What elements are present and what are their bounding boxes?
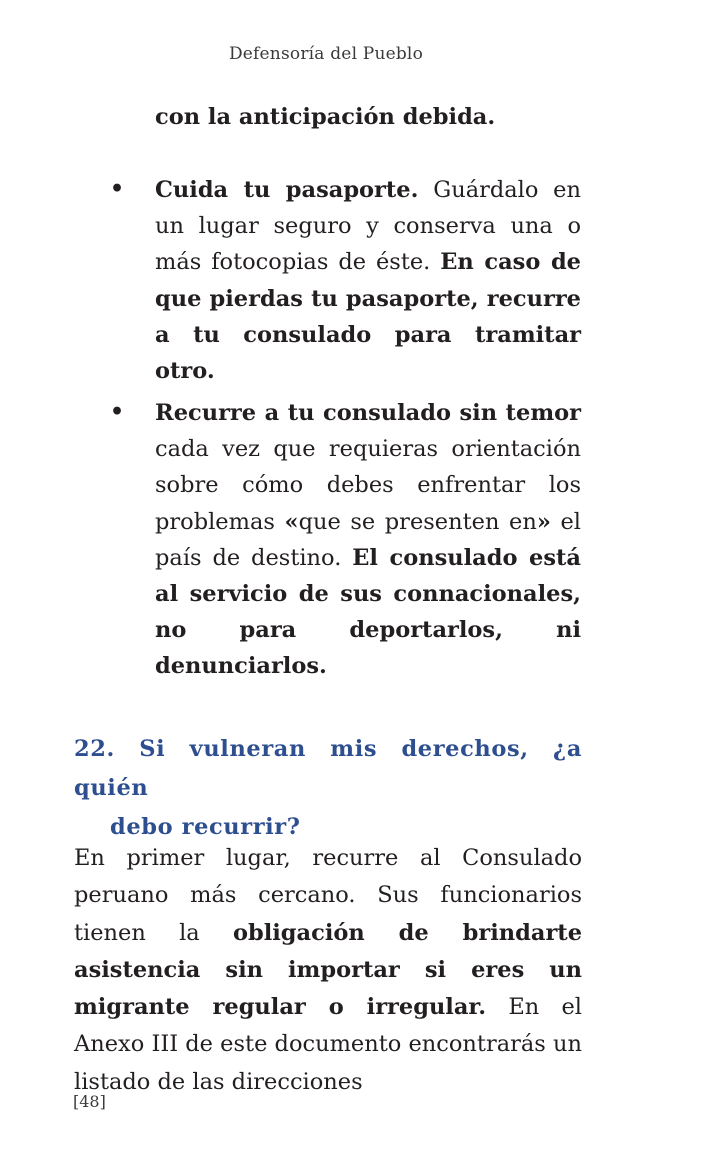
- bullet-paragraph-passport: [155, 172, 581, 389]
- bullet-lead: Cuida tu pasaporte.: [155, 177, 419, 203]
- quote-open: «: [284, 508, 299, 535]
- answer-text: En primer lugar, recurre al Consulado peruano más cercano. Sus funcionarios tienen la: [74, 845, 582, 946]
- bullet-lead: Recurre a tu consulado sin temor: [155, 400, 581, 426]
- bullet-marker: •: [110, 176, 125, 202]
- page-number: [48]: [73, 1092, 106, 1111]
- question-line-2: debo recurrir?: [110, 814, 301, 840]
- bullet-emphasis: En caso de que pierdas tu pasaporte, recurre a tu consulado para tramitar otro.: [155, 249, 581, 385]
- quote-close: »: [536, 508, 551, 535]
- answer-paragraph: [74, 840, 582, 1101]
- bullet-text-end: el país de destino.: [155, 508, 581, 571]
- continuation-line: con la anticipación debida.: [155, 104, 496, 130]
- answer-emphasis: obligación de brindarte asistencia sin importar si eres un migrante regular o irregular.: [74, 919, 583, 1021]
- question-heading: [74, 730, 582, 847]
- running-header-title: Defensoría del Pueblo: [228, 44, 424, 64]
- quoted-text: que se presenten en: [298, 508, 537, 535]
- bullet-paragraph-consulate: [155, 395, 581, 685]
- bullet-marker: •: [110, 399, 125, 425]
- bullet-emphasis: El consulado está al servicio de sus connacionales, no para deportarlos, ni denunciarlos.: [155, 544, 581, 680]
- question-line-1: 22. Si vulneran mis derechos, ¿a quién: [74, 736, 582, 801]
- bullet-text: Guárdalo en un lugar seguro y conserva una o más fotocopias de éste.: [155, 177, 581, 276]
- answer-text-end: En el Anexo III de este documento encontrarás un listado de las direcciones: [74, 994, 582, 1095]
- running-header: [0, 44, 728, 64]
- bullet-text: cada vez que requieras orientación sobre cómo debes enfrentar los problemas: [155, 436, 581, 535]
